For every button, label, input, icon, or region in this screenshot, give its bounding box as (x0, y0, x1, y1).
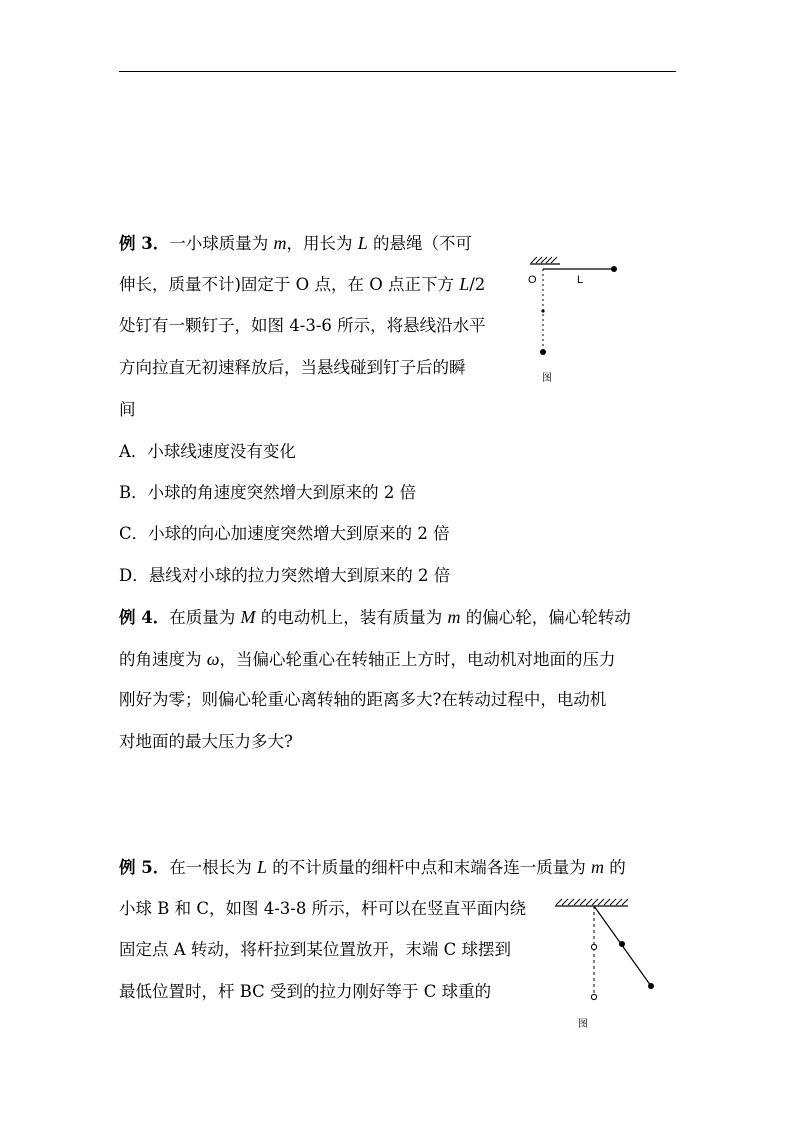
ex3-option-d: D．悬线对小球的拉力突然增大到原来的 2 倍 (119, 566, 451, 585)
figure-caption: 图 (542, 373, 552, 384)
var-omega: ω (206, 649, 220, 669)
figure-caption: 图 (578, 1019, 588, 1030)
ex5-line-3: 固定点 A 转动，将杆拉到某位置放开，末端 C 球摆到 (119, 940, 512, 959)
ex5-line-4: 最低位置时，杆 BC 受到的拉力刚好等于 C 球重的 (119, 982, 492, 1001)
var-L: L (357, 233, 368, 253)
var-m: m (591, 857, 604, 877)
ball-C-lowest (591, 994, 596, 999)
label-L: L (577, 274, 584, 286)
ex3-option-c: C．小球的向心加速度突然增大到原来的 2 倍 (119, 524, 450, 543)
var-L: L (256, 857, 267, 877)
figure-4-3-8 (550, 895, 640, 1035)
ball-B (619, 941, 625, 947)
ball-B-lowest (591, 944, 596, 949)
ex5-line-1: 例 5．在一根长为 L 的不计质量的细杆中点和末端各连一质量为 m 的 (119, 857, 626, 877)
ex5-line-2: 小球 B 和 C，如图 4-3-8 所示，杆可以在竖直平面内绕 (119, 899, 527, 918)
ball-C (648, 983, 654, 989)
ball-right (611, 266, 617, 272)
ex3-line-2: 伸长，质量不计)固定于 O 点，在 O 点正下方 L/2 (119, 274, 486, 294)
ex3-line-3: 处钉有一颗钉子，如图 4-3-6 所示，将悬线沿水平 (119, 316, 486, 335)
ex4-line-4: 对地面的最大压力多大? (119, 732, 293, 751)
var-m: m (447, 607, 461, 627)
var-M: M (240, 607, 256, 627)
ex3-option-b: B．小球的角速度突然增大到原来的 2 倍 (119, 483, 417, 502)
label-O: O (528, 274, 537, 286)
ex4-label: 例 4． (119, 608, 170, 627)
ex3-line-1: 例 3．一小球质量为 m，用长为 L 的悬绳（不可 (119, 233, 472, 253)
ex5-label: 例 5． (119, 858, 170, 877)
var-L: L (459, 274, 470, 294)
ex4-line-1: 例 4．在质量为 M 的电动机上，装有质量为 m 的偏心轮，偏心轮转动 (119, 607, 631, 627)
ball-bottom (540, 349, 546, 355)
ex3-label: 例 3． (119, 234, 170, 253)
ex3-option-a: A．小球线速度没有变化 (119, 442, 296, 461)
ex3-line-4: 方向拉直无初速释放后，当悬线碰到钉子后的瞬 (119, 358, 466, 377)
ex4-line-2: 的角速度为 ω，当偏心轮重心在转轴正上方时，电动机对地面的压力 (119, 649, 616, 669)
var-m: m (273, 233, 287, 253)
ceiling-hatch (556, 899, 628, 905)
ex4-line-3: 刚好为零；则偏心轮重心离转轴的距离多大?在转动过程中，电动机 (119, 690, 607, 709)
ceiling-hatch (531, 257, 557, 263)
header-rule (119, 71, 676, 72)
ex3-line-5: 间 (119, 400, 136, 419)
figure-4-3-6 (520, 250, 630, 385)
nail (541, 309, 544, 312)
